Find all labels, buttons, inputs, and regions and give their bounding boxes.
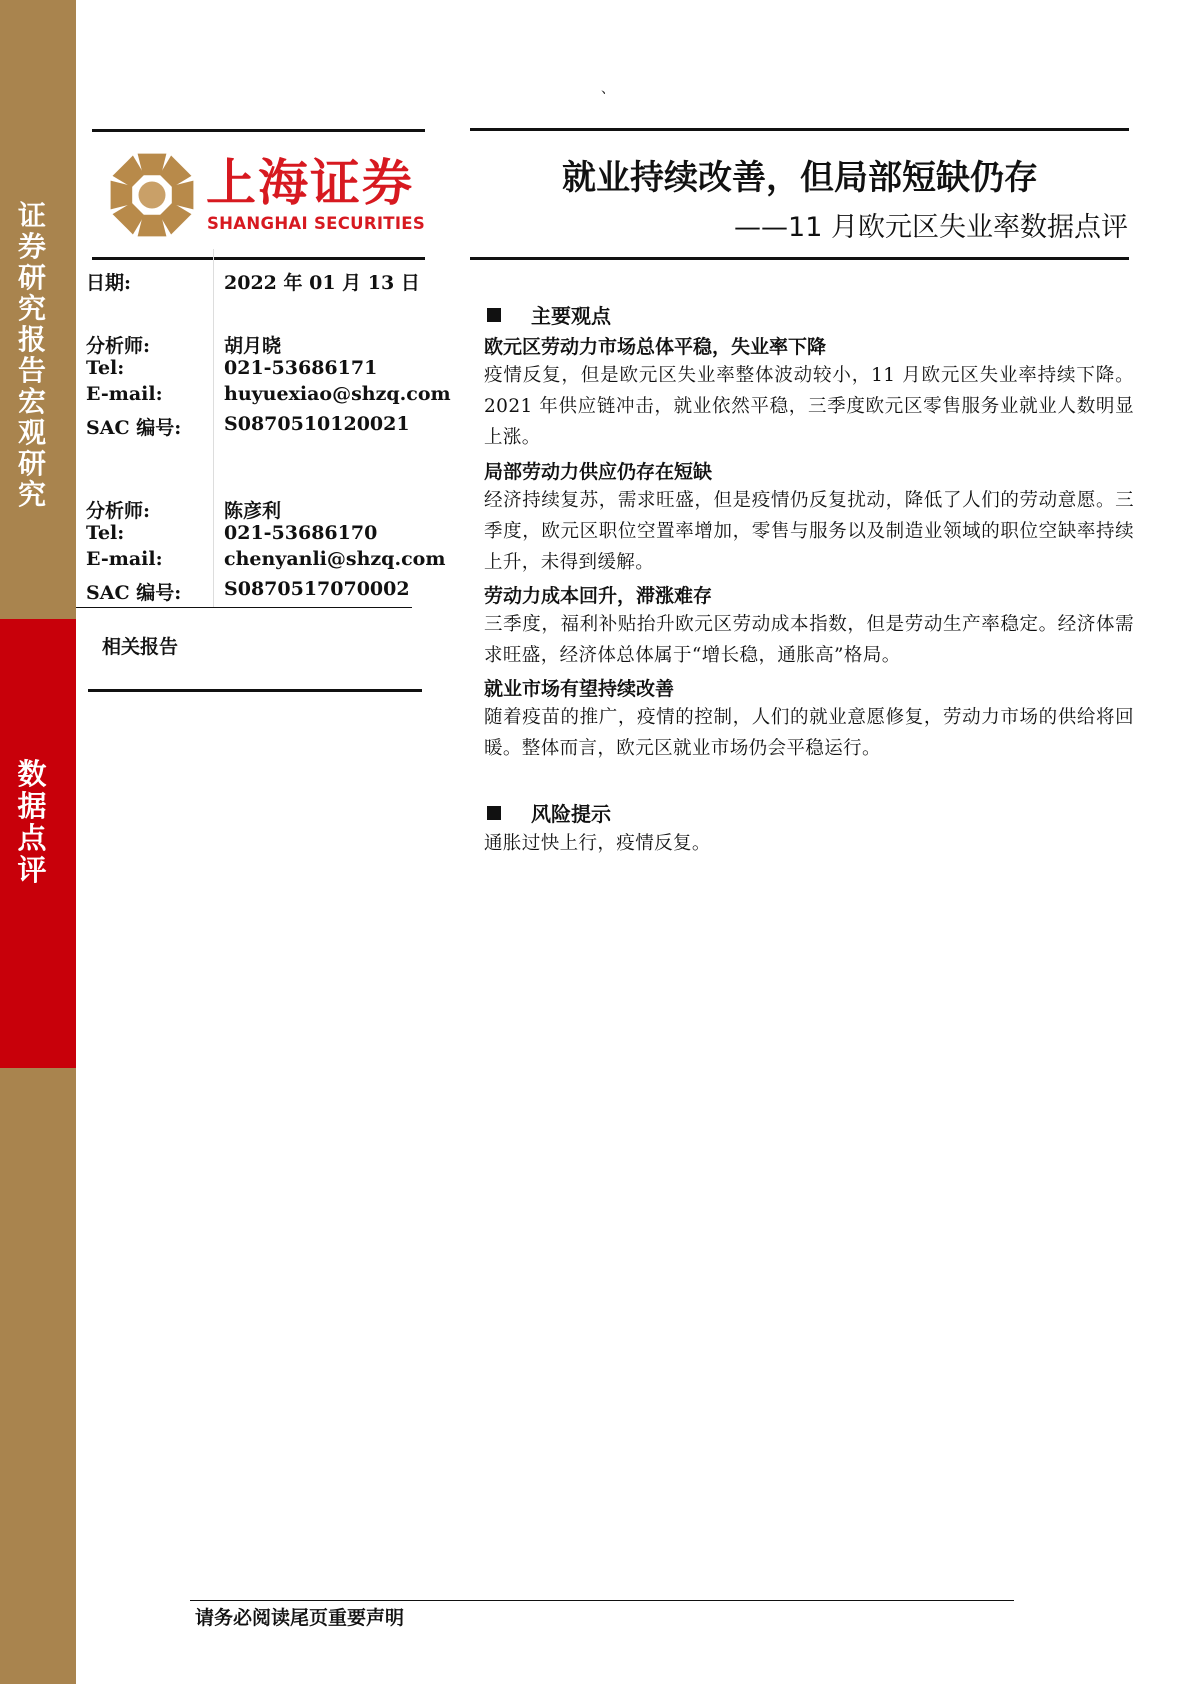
analyst-sac: S0870510120021 [224, 413, 410, 435]
analyst-sac: S0870517070002 [224, 578, 410, 600]
footer-rule [190, 1600, 1014, 1601]
sac-label: SAC 编号: [86, 582, 182, 604]
section-paragraph: 经济持续复苏，需求旺盛，但是疫情仍反复扰动，降低了人们的劳动意愿。三季度，欧元区职位空置率增加，零售与服务以及制造业领域的职位空缺率持续上升，未得到缓解。 [484, 490, 1134, 573]
tel-label: Tel: [86, 522, 125, 544]
section-heading: 劳动力成本回升，滞涨难存 [484, 585, 713, 607]
footer-disclaimer-note: 请务必阅读尾页重要声明 [195, 1607, 405, 1629]
logo-bottom-rule [92, 257, 425, 260]
date-label: 日期: [86, 272, 132, 294]
risk-heading [487, 798, 611, 827]
info-divider [76, 607, 412, 608]
related-reports-heading: 相关报告 [102, 636, 179, 658]
main-points-heading [487, 300, 611, 329]
risk-title: 风险提示 [531, 802, 611, 826]
related-reports-rule [88, 689, 422, 692]
email-label: E-mail: [86, 548, 163, 570]
section-heading: 欧元区劳动力市场总体平稳，失业率下降 [484, 336, 827, 358]
tel-label: Tel: [86, 357, 125, 379]
logo-name-cn: 上海证券 [206, 154, 414, 212]
section-paragraph: 随着疫苗的推广，疫情的控制，人们的就业意愿修复，劳动力市场的供给将回暖。整体而言，欧元区就业市场仍会平稳运行。 [484, 707, 1134, 759]
sidebar-category-text: 证券研究报告 宏观研究 [17, 199, 46, 511]
bullet-square-icon [487, 308, 501, 322]
date-value: 2022 年 01 月 13 日 [224, 272, 420, 294]
logo-emblem-icon [107, 150, 197, 240]
analyst-name: 胡月晓 [224, 335, 282, 357]
main-points-title: 主要观点 [531, 304, 611, 328]
section-paragraph: 三季度，福利补贴抬升欧元区劳动成本指数，但是劳动生产率稳定。经济体需求旺盛，经济体总体属于“增长稳，通胀高”格局。 [484, 614, 1134, 666]
analyst-tel: 021-53686171 [224, 357, 378, 379]
analyst-label: 分析师: [86, 335, 151, 357]
logo-top-rule [92, 129, 425, 132]
title-top-rule [470, 128, 1129, 131]
logo-name-en: SHANGHAI SECURITIES [207, 214, 426, 233]
analyst-label: 分析师: [86, 500, 151, 522]
info-column-divider [213, 249, 214, 607]
risk-paragraph: 通胀过快上行，疫情反复。 [484, 833, 711, 854]
analyst-tel: 021-53686170 [224, 522, 378, 544]
section-heading: 就业市场有望持续改善 [484, 678, 675, 700]
analyst-email: chenyanli@shzq.com [224, 548, 446, 570]
analyst-email: huyuexiao@shzq.com [224, 383, 451, 405]
sac-label: SAC 编号: [86, 417, 182, 439]
sidebar-report-type-text: 数据点评 [17, 757, 47, 887]
title-bottom-rule [470, 257, 1129, 260]
email-label: E-mail: [86, 383, 163, 405]
bullet-square-icon [487, 806, 501, 820]
section-heading: 局部劳动力供应仍存在短缺 [484, 461, 713, 483]
top-mark: 、 [601, 81, 615, 97]
analyst-name: 陈彦利 [224, 500, 282, 522]
report-title: 就业持续改善，但局部短缺仍存 [562, 158, 1038, 198]
report-subtitle: ——11 月欧元区失业率数据点评 [734, 212, 1128, 243]
section-paragraph: 疫情反复，但是欧元区失业率整体波动较小，11 月欧元区失业率持续下降。2021 年供应链冲击，就业依然平稳，三季度欧元区零售服务业就业人数明显上涨。 [484, 365, 1134, 448]
